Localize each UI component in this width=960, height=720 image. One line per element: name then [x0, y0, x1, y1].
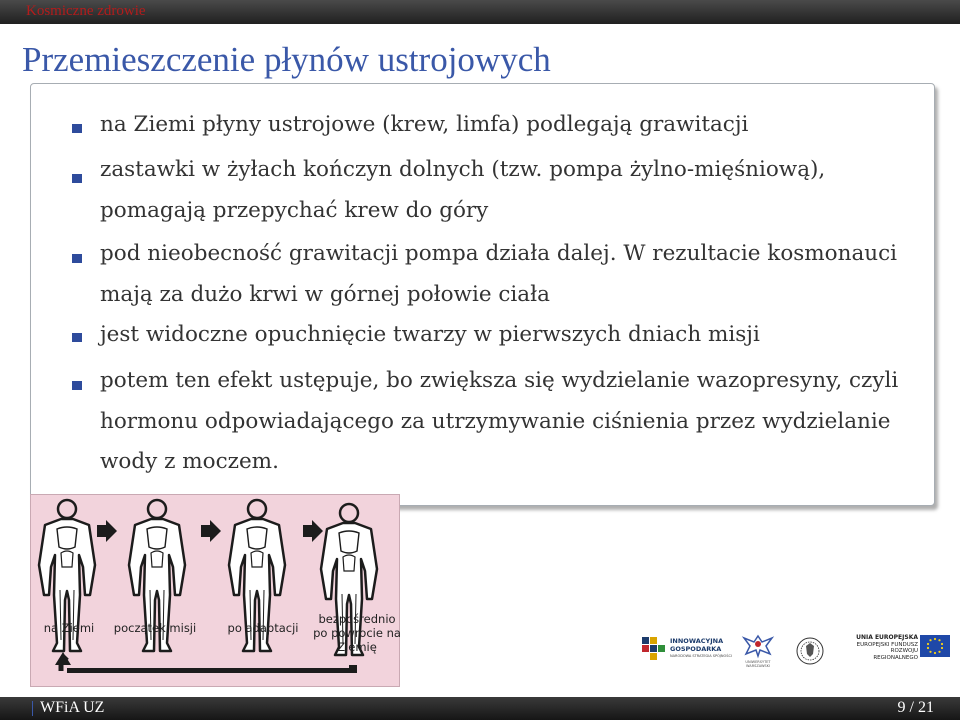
diagram-label: po adaptacji — [227, 621, 299, 635]
top-bar — [0, 0, 960, 24]
diagram-label: bezpośrednio po powrocie na Ziemię — [313, 612, 401, 654]
diagram-label: na Ziemi — [43, 621, 95, 635]
page-title: Przemieszczenie płynów ustrojowych — [22, 40, 551, 79]
university-text: UNIWERSYTET WARSZAWSKI — [745, 660, 771, 668]
footer-divider — [32, 701, 33, 716]
page-number: 9 / 21 — [897, 699, 934, 716]
bullet-icon — [72, 124, 82, 133]
innovative-economy-subtext: NARODOWA STRATEGIA SPÓJNOŚCI — [670, 654, 732, 658]
section-title[interactable]: Kosmiczne zdrowie — [26, 3, 146, 19]
eu-line-2: EUROPEJSKI FUNDUSZ — [856, 641, 918, 648]
list-item: jest widoczne opuchnięcie twarzy w pierwszych dniach misji — [100, 322, 760, 347]
list-item: zastawki w żyłach kończyn dolnych (tzw. pompa żylno-mięśniową), pomagają przepychać krew do góry — [100, 157, 826, 223]
seal-logo — [795, 634, 825, 668]
bullet-icon — [72, 333, 82, 342]
footer-institution: WFiA UZ — [40, 699, 105, 716]
eu-flag-logo — [920, 635, 950, 657]
arrow-icon — [303, 520, 323, 542]
list-item: na Ziemi płyny ustrojowe (krew, limfa) podlegają grawitacji — [100, 112, 749, 137]
innovative-economy-icon — [640, 633, 668, 667]
eu-fund-text — [850, 635, 918, 661]
arrow-icon — [97, 520, 117, 542]
bullet-icon — [72, 174, 82, 183]
list-item: potem ten efekt ustępuje, bo zwiększa się wydzielanie wazopresyny, czyli hormonu odpowiadającego za utrzymywanie ciśnienia przez wydzielanie wody z moczem. — [100, 368, 899, 474]
bullet-icon — [72, 381, 82, 390]
university-logo — [738, 632, 778, 670]
list-item: pod nieobecność grawitacji pompa działa dalej. W rezultacie kosmonauci mają za dużo krwi w górnej połowie ciała — [100, 241, 898, 307]
eu-line-3: ROZWOJU REGIONALNEGO — [873, 648, 918, 661]
diagram-label: początek misji — [113, 621, 197, 635]
eu-line-1: UNIA EUROPEJSKA — [856, 634, 918, 641]
seal-icon — [795, 634, 825, 668]
fluid-shift-diagram — [30, 494, 400, 687]
innovative-economy-text: INNOWACYJNA GOSPODARKA — [670, 637, 724, 653]
bullet-icon — [72, 254, 82, 263]
return-arrowhead-icon — [55, 652, 71, 665]
eu-flag-icon — [920, 635, 950, 657]
footer-bar — [0, 697, 960, 720]
body-figures-graphic — [31, 495, 401, 688]
return-line — [67, 665, 357, 673]
sponsor-logos — [640, 632, 952, 670]
eagle-icon — [738, 632, 778, 660]
innovative-economy-logo — [640, 633, 732, 667]
arrow-icon — [201, 520, 221, 542]
